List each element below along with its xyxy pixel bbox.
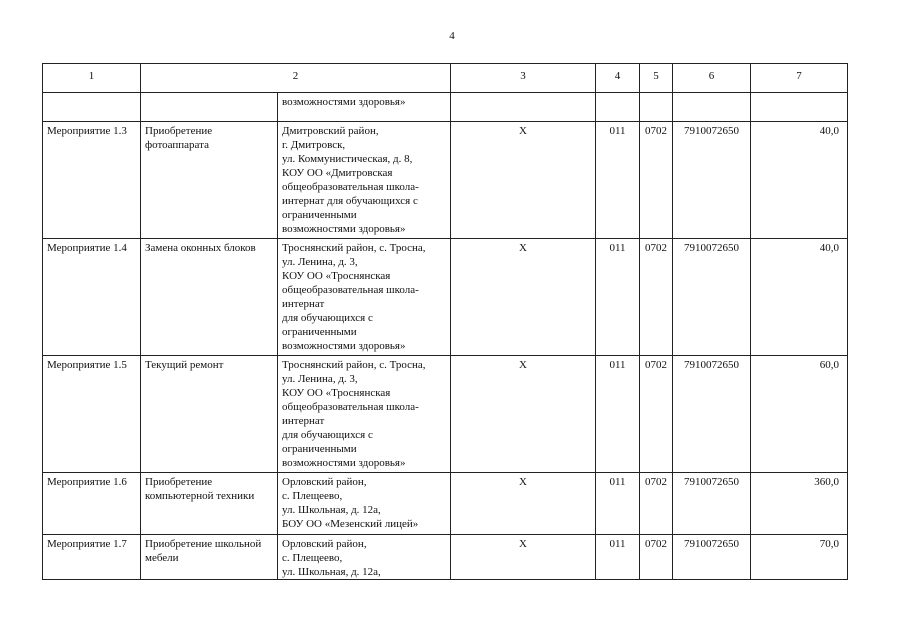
address-line: КОУ ОО «Троснянская bbox=[282, 387, 391, 399]
code-5-cell: 0702 bbox=[640, 535, 673, 580]
mark-cell: Х bbox=[451, 122, 596, 239]
table-row bbox=[43, 122, 848, 239]
header-cell-7: 7 bbox=[751, 64, 848, 93]
header-cell-4: 4 bbox=[596, 64, 640, 93]
address-line: возможностями здоровья» bbox=[282, 457, 406, 469]
address-line: ограниченными bbox=[282, 443, 357, 455]
event-cell bbox=[43, 93, 141, 122]
item-cell: Приобретение компьютерной техники bbox=[141, 473, 278, 535]
address-line: ул. Школьная, д. 12а, bbox=[282, 566, 381, 578]
header-cell-1: 1 bbox=[43, 64, 141, 93]
item-cell: Приобретение фотоаппарата bbox=[141, 122, 278, 239]
address-cell bbox=[278, 93, 451, 122]
address-line: ул. Ленина, д. 3, bbox=[282, 373, 358, 385]
address-line: БОУ ОО «Мезенский лицей» bbox=[282, 518, 419, 530]
code-6-cell: 7910072650 bbox=[673, 535, 751, 580]
address-line: ул. Коммунистическая, д. 8, bbox=[282, 153, 413, 165]
mark-cell: Х bbox=[451, 239, 596, 356]
address-line: для обучающихся с bbox=[282, 312, 373, 324]
budget-table bbox=[42, 63, 848, 580]
event-cell: Мероприятие 1.3 bbox=[43, 122, 141, 239]
code-5-cell: 0702 bbox=[640, 356, 673, 473]
address-cell bbox=[278, 122, 451, 239]
address-cell bbox=[278, 535, 451, 580]
address-line: общеобразовательная школа- bbox=[282, 284, 419, 296]
mark-cell: Х bbox=[451, 356, 596, 473]
address-cell bbox=[278, 356, 451, 473]
item-cell: Приобретение школьной мебели bbox=[141, 535, 278, 580]
address-line: Троснянский район, с. Тросна, bbox=[282, 359, 426, 371]
code-4-cell: 011 bbox=[596, 239, 640, 356]
table-row bbox=[43, 356, 848, 473]
code-4-cell bbox=[596, 93, 640, 122]
address-line: КОУ ОО «Троснянская bbox=[282, 270, 391, 282]
mark-cell: Х bbox=[451, 535, 596, 580]
item-cell: Текущий ремонт bbox=[141, 356, 278, 473]
address-line: Троснянский район, с. Тросна, bbox=[282, 242, 426, 254]
table-row bbox=[43, 239, 848, 356]
address-line: ограниченными bbox=[282, 209, 357, 221]
event-cell: Мероприятие 1.4 bbox=[43, 239, 141, 356]
header-cell-6: 6 bbox=[673, 64, 751, 93]
amount-cell: 40,0 bbox=[751, 239, 848, 356]
code-5-cell bbox=[640, 93, 673, 122]
code-6-cell: 7910072650 bbox=[673, 356, 751, 473]
code-5-cell: 0702 bbox=[640, 473, 673, 535]
address-line: общеобразовательная школа- bbox=[282, 181, 419, 193]
code-6-cell: 7910072650 bbox=[673, 239, 751, 356]
address-line: возможностями здоровья» bbox=[282, 223, 406, 235]
address-line: ул. Ленина, д. 3, bbox=[282, 256, 358, 268]
code-5-cell: 0702 bbox=[640, 122, 673, 239]
code-4-cell: 011 bbox=[596, 473, 640, 535]
code-6-cell bbox=[673, 93, 751, 122]
event-cell: Мероприятие 1.7 bbox=[43, 535, 141, 580]
address-line: интернат bbox=[282, 415, 325, 427]
code-4-cell: 011 bbox=[596, 535, 640, 580]
header-cell-3: 3 bbox=[451, 64, 596, 93]
header-cell-2: 2 bbox=[141, 64, 451, 93]
amount-cell bbox=[751, 93, 848, 122]
code-6-cell: 7910072650 bbox=[673, 473, 751, 535]
code-4-cell: 011 bbox=[596, 122, 640, 239]
address-cell bbox=[278, 239, 451, 356]
address-line: Орловский район, bbox=[282, 538, 367, 550]
table-row bbox=[43, 535, 848, 580]
event-cell: Мероприятие 1.5 bbox=[43, 356, 141, 473]
page-number: 4 bbox=[449, 30, 455, 42]
address-line: интернат bbox=[282, 298, 325, 310]
address-line: КОУ ОО «Дмитровская bbox=[282, 167, 393, 179]
address-line: г. Дмитровск, bbox=[282, 139, 346, 151]
code-5-cell: 0702 bbox=[640, 239, 673, 356]
amount-cell: 360,0 bbox=[751, 473, 848, 535]
mark-cell bbox=[451, 93, 596, 122]
amount-cell: 60,0 bbox=[751, 356, 848, 473]
event-cell: Мероприятие 1.6 bbox=[43, 473, 141, 535]
address-line: Орловский район, bbox=[282, 476, 367, 488]
amount-cell: 70,0 bbox=[751, 535, 848, 580]
code-6-cell: 7910072650 bbox=[673, 122, 751, 239]
address-line: для обучающихся с bbox=[282, 429, 373, 441]
code-4-cell: 011 bbox=[596, 356, 640, 473]
header-cell-5: 5 bbox=[640, 64, 673, 93]
address-line: с. Плещеево, bbox=[282, 490, 343, 502]
address-line: Дмитровский район, bbox=[282, 125, 379, 137]
item-cell: Замена оконных блоков bbox=[141, 239, 278, 356]
item-cell bbox=[141, 93, 278, 122]
address-line: ограниченными bbox=[282, 326, 357, 338]
table-header-row bbox=[43, 64, 848, 93]
address-line: общеобразовательная школа- bbox=[282, 401, 419, 413]
table-row bbox=[43, 93, 848, 122]
address-line: возможностями здоровья» bbox=[282, 96, 406, 108]
address-line: ул. Школьная, д. 12а, bbox=[282, 504, 381, 516]
table-row bbox=[43, 473, 848, 535]
amount-cell: 40,0 bbox=[751, 122, 848, 239]
address-line: с. Плещеево, bbox=[282, 552, 343, 564]
address-line: интернат для обучающихся с bbox=[282, 195, 418, 207]
mark-cell: Х bbox=[451, 473, 596, 535]
address-line: возможностями здоровья» bbox=[282, 340, 406, 352]
address-cell bbox=[278, 473, 451, 535]
